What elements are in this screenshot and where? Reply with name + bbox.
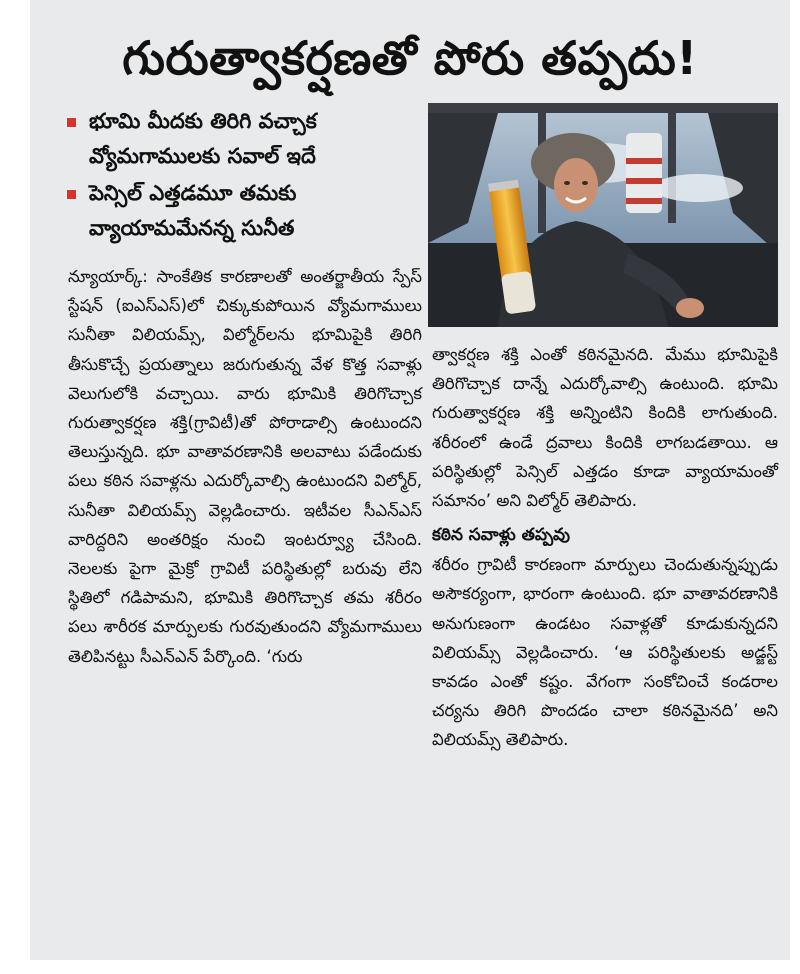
bullet-list xyxy=(65,104,420,248)
article-subheading: కఠిన సవాళ్లు తప్పవు xyxy=(432,525,571,546)
astronaut-photo xyxy=(428,103,778,327)
bullet-text: భూమి మీదకు తిరిగి వచ్చాక వ్యోమగాములకు సవాల్ ఇదే xyxy=(89,109,317,168)
headline: గురుత్వాకర్షణతో పోరు తప్పదు! xyxy=(122,31,698,85)
article-paragraph: శరీరం గ్రావిటీ కారణంగా మార్పులు చెందుతున్నప్పుడు అసౌకర్యంగా, భారంగా ఉంటుంది. భూ వాతావరణానికి అనుగుణంగా ఉండటం సవాళ్లతో కూడుకున్నదని విలియమ్స్ వెల్లడించారు. ‘ఆ పరిస్థితులకు అడ్జస్ట్ కావడం ఎంతో కష్టం. వేగంగా సంకోచించే కండరాల చర్యను తిరిగి పొందడం చాలా కఠినమైనది’ అని విలియమ్స్ తెలిపారు. xyxy=(432,555,778,750)
article-column-2 xyxy=(432,340,778,755)
newspaper-clipping xyxy=(30,0,790,960)
bullet-marker-icon xyxy=(67,118,76,127)
article-paragraph: త్వాకర్షణ శక్తి ఎంతో కఠినమైనది. మేము భూమిపైకి తిరిగొచ్చాక దాన్నే ఎదుర్కోవాల్సి ఉంటుంది. భూమి గురుత్వాకర్షణ శక్తి అన్నింటిని కిందికి లాగుతుంది. శరీరంలో ఉండే ద్రవాలు కిందికి లాగబడతాయి. ఆ పరిస్థితుల్లో పెన్సిల్ ఎత్తడం కూడా వ్యాయామంతో సమానం’ అని విల్మోర్ తెలిపారు. xyxy=(432,345,778,511)
bullet-marker-icon xyxy=(67,190,76,199)
bullet-text: పెన్సిల్ ఎత్తడమూ తమకు వ్యాయామమేనన్న సునీత xyxy=(89,181,297,240)
photo-astronaut-icon xyxy=(428,103,778,327)
bullet-item xyxy=(65,104,420,174)
article-column-1: న్యూయార్క్: సాంకేతిక కారణాలతో అంతర్జాతీయ స్పేస్ స్టేషన్ (ఐఎస్ఎస్)లో చిక్కుకుపోయిన వ్యోమగాములు సునీతా విలియమ్స్, విల్మోర్‌లను భూమిపైకి తిరిగి తీసుకొచ్చే ప్రయత్నాలు జరుగుతున్న వేళ కొత్త సవాళ్లు వెలుగులోకి వచ్చాయి. వారు భూమికి తిరిగొచ్చాక గురుత్వాకర్షణ శక్తి(గ్రావిటీ)తో పోరాడాల్సి ఉంటుందని తెలుస్తున్నది. భూ వాతావరణానికి అలవాటు పడేందుకు పలు కఠిన సవాళ్లను ఎదుర్కోవాల్సి ఉంటుందని విల్మోర్, సునీతా విలియమ్స్ వెల్లడించారు. ఇటీవల సీఎన్ఎస్ వారిద్దరిని అంతరిక్షం నుంచి ఇంటర్వ్యూ చేసింది. నెలలకు పైగా మైక్రో గ్రావిటీ పరిస్థితుల్లో బరువు లేని స్థితిలో గడిపామని, భూమికి తిరిగొచ్చాక తమ శరీరం పలు శారీరక మార్పులకు గురవుతుందని వ్యోమగాములు తెలిపినట్టు సీఎన్ఎన్ పేర్కొంది. ‘గురు xyxy=(68,267,422,666)
bullet-item xyxy=(65,176,420,246)
